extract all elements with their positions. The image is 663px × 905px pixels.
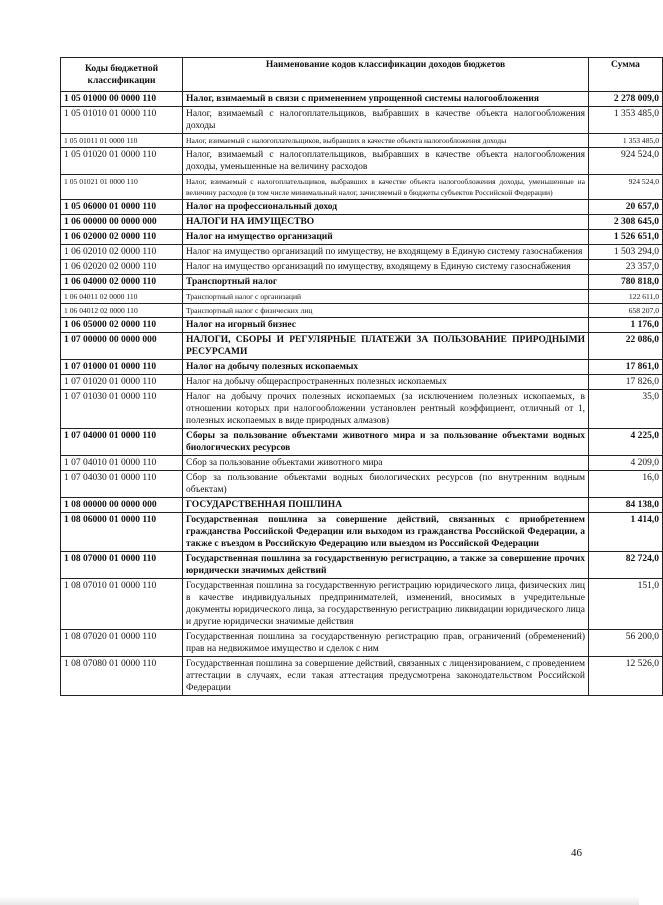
row-sum: 1 353 485,0 <box>589 134 663 148</box>
table-row <box>61 260 663 275</box>
row-code: 1 05 01011 01 0000 110 <box>61 134 183 148</box>
row-sum: 1 526 651,0 <box>589 230 663 245</box>
row-sum: 23 357,0 <box>589 260 663 275</box>
budget-income-table <box>60 57 663 696</box>
header-code: Коды бюджетной классификации <box>61 58 183 92</box>
row-name: Государственная пошлина за государственную регистрацию, а также за совершение прочих юридически значимых действий <box>183 552 589 579</box>
row-name: Сборы за пользование объектами животного мира и за пользование объектами водных биологических ресурсов <box>183 429 589 456</box>
row-code: 1 06 04011 02 0000 110 <box>61 290 183 304</box>
row-sum: 1 503 294,0 <box>589 245 663 260</box>
row-sum: 780 818,0 <box>589 275 663 290</box>
row-code: 1 06 04012 02 0000 110 <box>61 304 183 318</box>
row-code: 1 06 05000 02 0000 110 <box>61 318 183 333</box>
row-sum: 56 200,0 <box>589 630 663 657</box>
row-name: Налог на имущество организаций по имуществу, входящему в Единую систему газоснабжения <box>183 260 589 275</box>
header-name: Наименование кодов классификации доходов бюджетов <box>183 58 589 92</box>
row-sum: 1 414,0 <box>589 513 663 552</box>
row-code: 1 07 01030 01 0000 110 <box>61 390 183 429</box>
row-sum: 658 207,0 <box>589 304 663 318</box>
table-row <box>61 456 663 471</box>
row-sum: 22 086,0 <box>589 333 663 360</box>
row-name: Транспортный налог <box>183 275 589 290</box>
row-name: Налог, взимаемый с налогоплательщиков, выбравших в качестве объекта налогообложения доходы, уменьшенные на величину расходов <box>183 148 589 175</box>
table-row <box>61 513 663 552</box>
row-sum: 4 225,0 <box>589 429 663 456</box>
row-code: 1 06 00000 00 0000 000 <box>61 215 183 230</box>
row-sum: 35,0 <box>589 390 663 429</box>
row-code: 1 08 06000 01 0000 110 <box>61 513 183 552</box>
table-row <box>61 215 663 230</box>
row-code: 1 05 01020 01 0000 110 <box>61 148 183 175</box>
table-row <box>61 429 663 456</box>
row-name: Сбор за пользование объектами водных биологических ресурсов (по внутренним водным объектам) <box>183 471 589 498</box>
row-name: Налог, взимаемый с налогоплательщиков, выбравших в качестве объекта налогообложения доходы <box>183 107 589 134</box>
table-row <box>61 230 663 245</box>
table-row <box>61 275 663 290</box>
row-name: Налог на добычу полезных ископаемых <box>183 360 589 375</box>
table-row <box>61 630 663 657</box>
row-name: Налог на имущество организаций по имуществу, не входящему в Единую систему газоснабжения <box>183 245 589 260</box>
row-sum: 924 524,0 <box>589 148 663 175</box>
row-sum: 16,0 <box>589 471 663 498</box>
row-sum: 17 861,0 <box>589 360 663 375</box>
table-row <box>61 245 663 260</box>
row-code: 1 07 00000 00 0000 000 <box>61 333 183 360</box>
row-code: 1 05 01010 01 0000 110 <box>61 107 183 134</box>
row-name: Налог на имущество организаций <box>183 230 589 245</box>
row-code: 1 08 07000 01 0000 110 <box>61 552 183 579</box>
row-code: 1 07 04010 01 0000 110 <box>61 456 183 471</box>
row-name: Налог на добычу прочих полезных ископаемых (за исключением полезных ископаемых, в отношении которых при налогообложении установлен рентный коэффициент, отличный от 1, полезных ископаемых в виде природных алмазов) <box>183 390 589 429</box>
row-sum: 151,0 <box>589 579 663 630</box>
table-row <box>61 390 663 429</box>
row-sum: 2 308 645,0 <box>589 215 663 230</box>
row-code: 1 07 04000 01 0000 110 <box>61 429 183 456</box>
row-code: 1 05 06000 01 0000 110 <box>61 200 183 215</box>
row-name: Налог, взимаемый в связи с применением упрощенной системы налогообложения <box>183 92 589 107</box>
row-name: НАЛОГИ НА ИМУЩЕСТВО <box>183 215 589 230</box>
row-name: Налог, взимаемый с налогоплательщиков, выбравших в качестве объекта налогообложения доходы, уменьшенные на величину расходов (в том числе минимальный налог, зачисляемый в бюджеты субъектов Российской Федерации) <box>183 175 589 200</box>
row-name: ГОСУДАРСТВЕННАЯ ПОШЛИНА <box>183 498 589 513</box>
row-code: 1 06 02000 02 0000 110 <box>61 230 183 245</box>
row-code: 1 05 01021 01 0000 110 <box>61 175 183 200</box>
row-sum: 924 524,0 <box>589 175 663 200</box>
row-name: Налог на добычу общераспространенных полезных ископаемых <box>183 375 589 390</box>
row-sum: 20 657,0 <box>589 200 663 215</box>
row-name: Государственная пошлина за совершение действий, связанных с лицензированием, с проведением аттестации в случаях, если такая аттестация предусмотрена законодательством Российской Федерации <box>183 657 589 696</box>
row-name: Транспортный налог с физических лиц <box>183 304 589 318</box>
table-header-row <box>61 58 663 92</box>
row-code: 1 06 02020 02 0000 110 <box>61 260 183 275</box>
table-row <box>61 148 663 175</box>
row-sum: 1 176,0 <box>589 318 663 333</box>
table-row <box>61 304 663 318</box>
row-code: 1 07 04030 01 0000 110 <box>61 471 183 498</box>
row-name: Государственная пошлина за государственную регистрацию юридического лица, физических лиц в качестве индивидуальных предпринимателей, изменений, вносимых в учредительные документы юридического лица, за государственную регистрацию ликвидации юридического лица и другие юридически значимые действия <box>183 579 589 630</box>
row-name: Государственная пошлина за государственную регистрацию прав, ограничений (обременений) прав на недвижимое имущество и сделок с ним <box>183 630 589 657</box>
row-code: 1 06 02010 02 0000 110 <box>61 245 183 260</box>
page-number: 46 <box>571 847 582 859</box>
scan-edge <box>0 896 639 905</box>
row-sum: 4 209,0 <box>589 456 663 471</box>
row-name: Налог на профессиональный доход <box>183 200 589 215</box>
table-row <box>61 657 663 696</box>
row-sum: 84 138,0 <box>589 498 663 513</box>
row-sum: 1 353 485,0 <box>589 107 663 134</box>
table-row <box>61 175 663 200</box>
row-sum: 82 724,0 <box>589 552 663 579</box>
row-name: Налог на игорный бизнес <box>183 318 589 333</box>
table-row <box>61 200 663 215</box>
table-body <box>61 92 663 696</box>
table-row <box>61 134 663 148</box>
row-code: 1 05 01000 00 0000 110 <box>61 92 183 107</box>
table-row <box>61 498 663 513</box>
table-row <box>61 360 663 375</box>
table-row <box>61 290 663 304</box>
table-row <box>61 579 663 630</box>
table-row <box>61 471 663 498</box>
header-sum: Сумма <box>589 58 663 92</box>
row-name: Государственная пошлина за совершение действий, связанных с приобретением гражданства Российской Федерации или выходом из гражданства Российской Федерации, а также с въездом в Российскую Федерацию или выездом из Российской Федерации <box>183 513 589 552</box>
row-code: 1 06 04000 02 0000 110 <box>61 275 183 290</box>
row-code: 1 08 07080 01 0000 110 <box>61 657 183 696</box>
row-code: 1 07 01020 01 0000 110 <box>61 375 183 390</box>
row-code: 1 08 07020 01 0000 110 <box>61 630 183 657</box>
row-name: Транспортный налог с организаций <box>183 290 589 304</box>
table-row <box>61 92 663 107</box>
table-row <box>61 107 663 134</box>
row-name: НАЛОГИ, СБОРЫ И РЕГУЛЯРНЫЕ ПЛАТЕЖИ ЗА ПОЛЬЗОВАНИЕ ПРИРОДНЫМИ РЕСУРСАМИ <box>183 333 589 360</box>
table-row <box>61 318 663 333</box>
table-row <box>61 375 663 390</box>
row-sum: 2 278 009,0 <box>589 92 663 107</box>
table-row <box>61 333 663 360</box>
row-sum: 17 826,0 <box>589 375 663 390</box>
row-code: 1 08 00000 00 0000 000 <box>61 498 183 513</box>
row-name: Налог, взимаемый с налогоплательщиков, выбравших в качестве объекта налогообложения доходы <box>183 134 589 148</box>
row-code: 1 08 07010 01 0000 110 <box>61 579 183 630</box>
row-sum: 122 611,0 <box>589 290 663 304</box>
table-row <box>61 552 663 579</box>
row-code: 1 07 01000 01 0000 110 <box>61 360 183 375</box>
row-sum: 12 526,0 <box>589 657 663 696</box>
row-name: Сбор за пользование объектами животного мира <box>183 456 589 471</box>
